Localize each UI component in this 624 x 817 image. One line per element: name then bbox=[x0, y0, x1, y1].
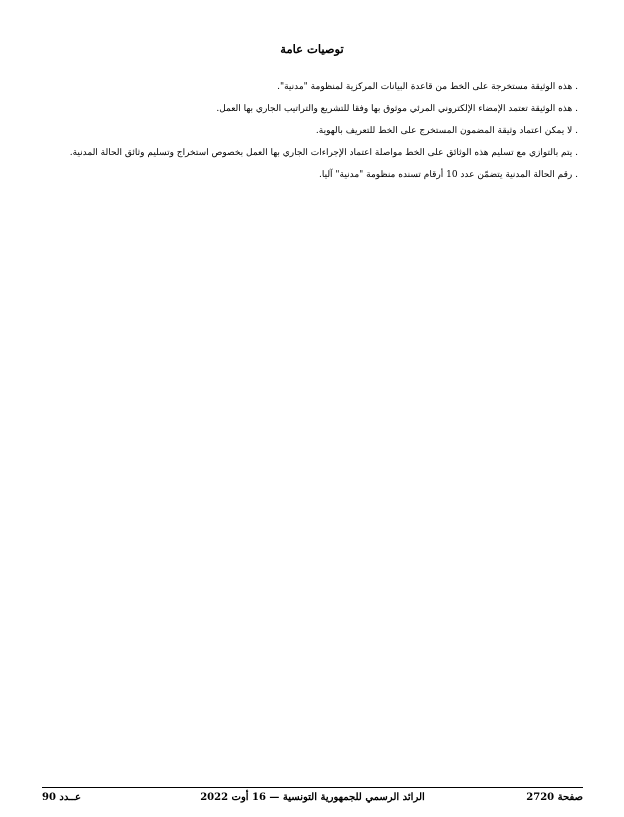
recommendations-list bbox=[40, 80, 578, 190]
footer-issue-number: عــدد 90 bbox=[42, 792, 81, 803]
page-footer bbox=[42, 792, 583, 808]
recommendation-item: . رقم الحالة المدنية يتضمّن عدد 10 أرقام تسنده منظومة "مدنية" آليا. bbox=[319, 170, 578, 180]
footer-publication: الرائد الرسمي للجمهورية التونسية — 16 أوت 2022 bbox=[200, 792, 425, 803]
recommendation-item: . لا يمكن اعتماد وثيقة المضمون المستخرج على الخط للتعريف بالهوية. bbox=[315, 126, 578, 136]
footer-divider bbox=[42, 787, 583, 788]
recommendation-item: . هذه الوثيقة مستخرجة على الخط من قاعدة البيانات المركزية لمنظومة "مدنية". bbox=[277, 82, 578, 92]
page-title: توصيات عامة bbox=[280, 42, 344, 56]
footer-page-number: صفحة 2720 bbox=[526, 792, 583, 803]
recommendation-item: . هذه الوثيقة تعتمد الإمضاء الإلكتروني المرئي موثوق بها وفقا للتشريع والتراتيب الجاري بها العمل. bbox=[216, 104, 578, 114]
recommendation-item: . يتم بالتوازي مع تسليم هذه الوثائق على الخط مواصلة اعتماد الإجراءات الجاري بها العمل بخصوص استخراج وتسليم وثائق الحالة المدنية. bbox=[69, 148, 578, 158]
